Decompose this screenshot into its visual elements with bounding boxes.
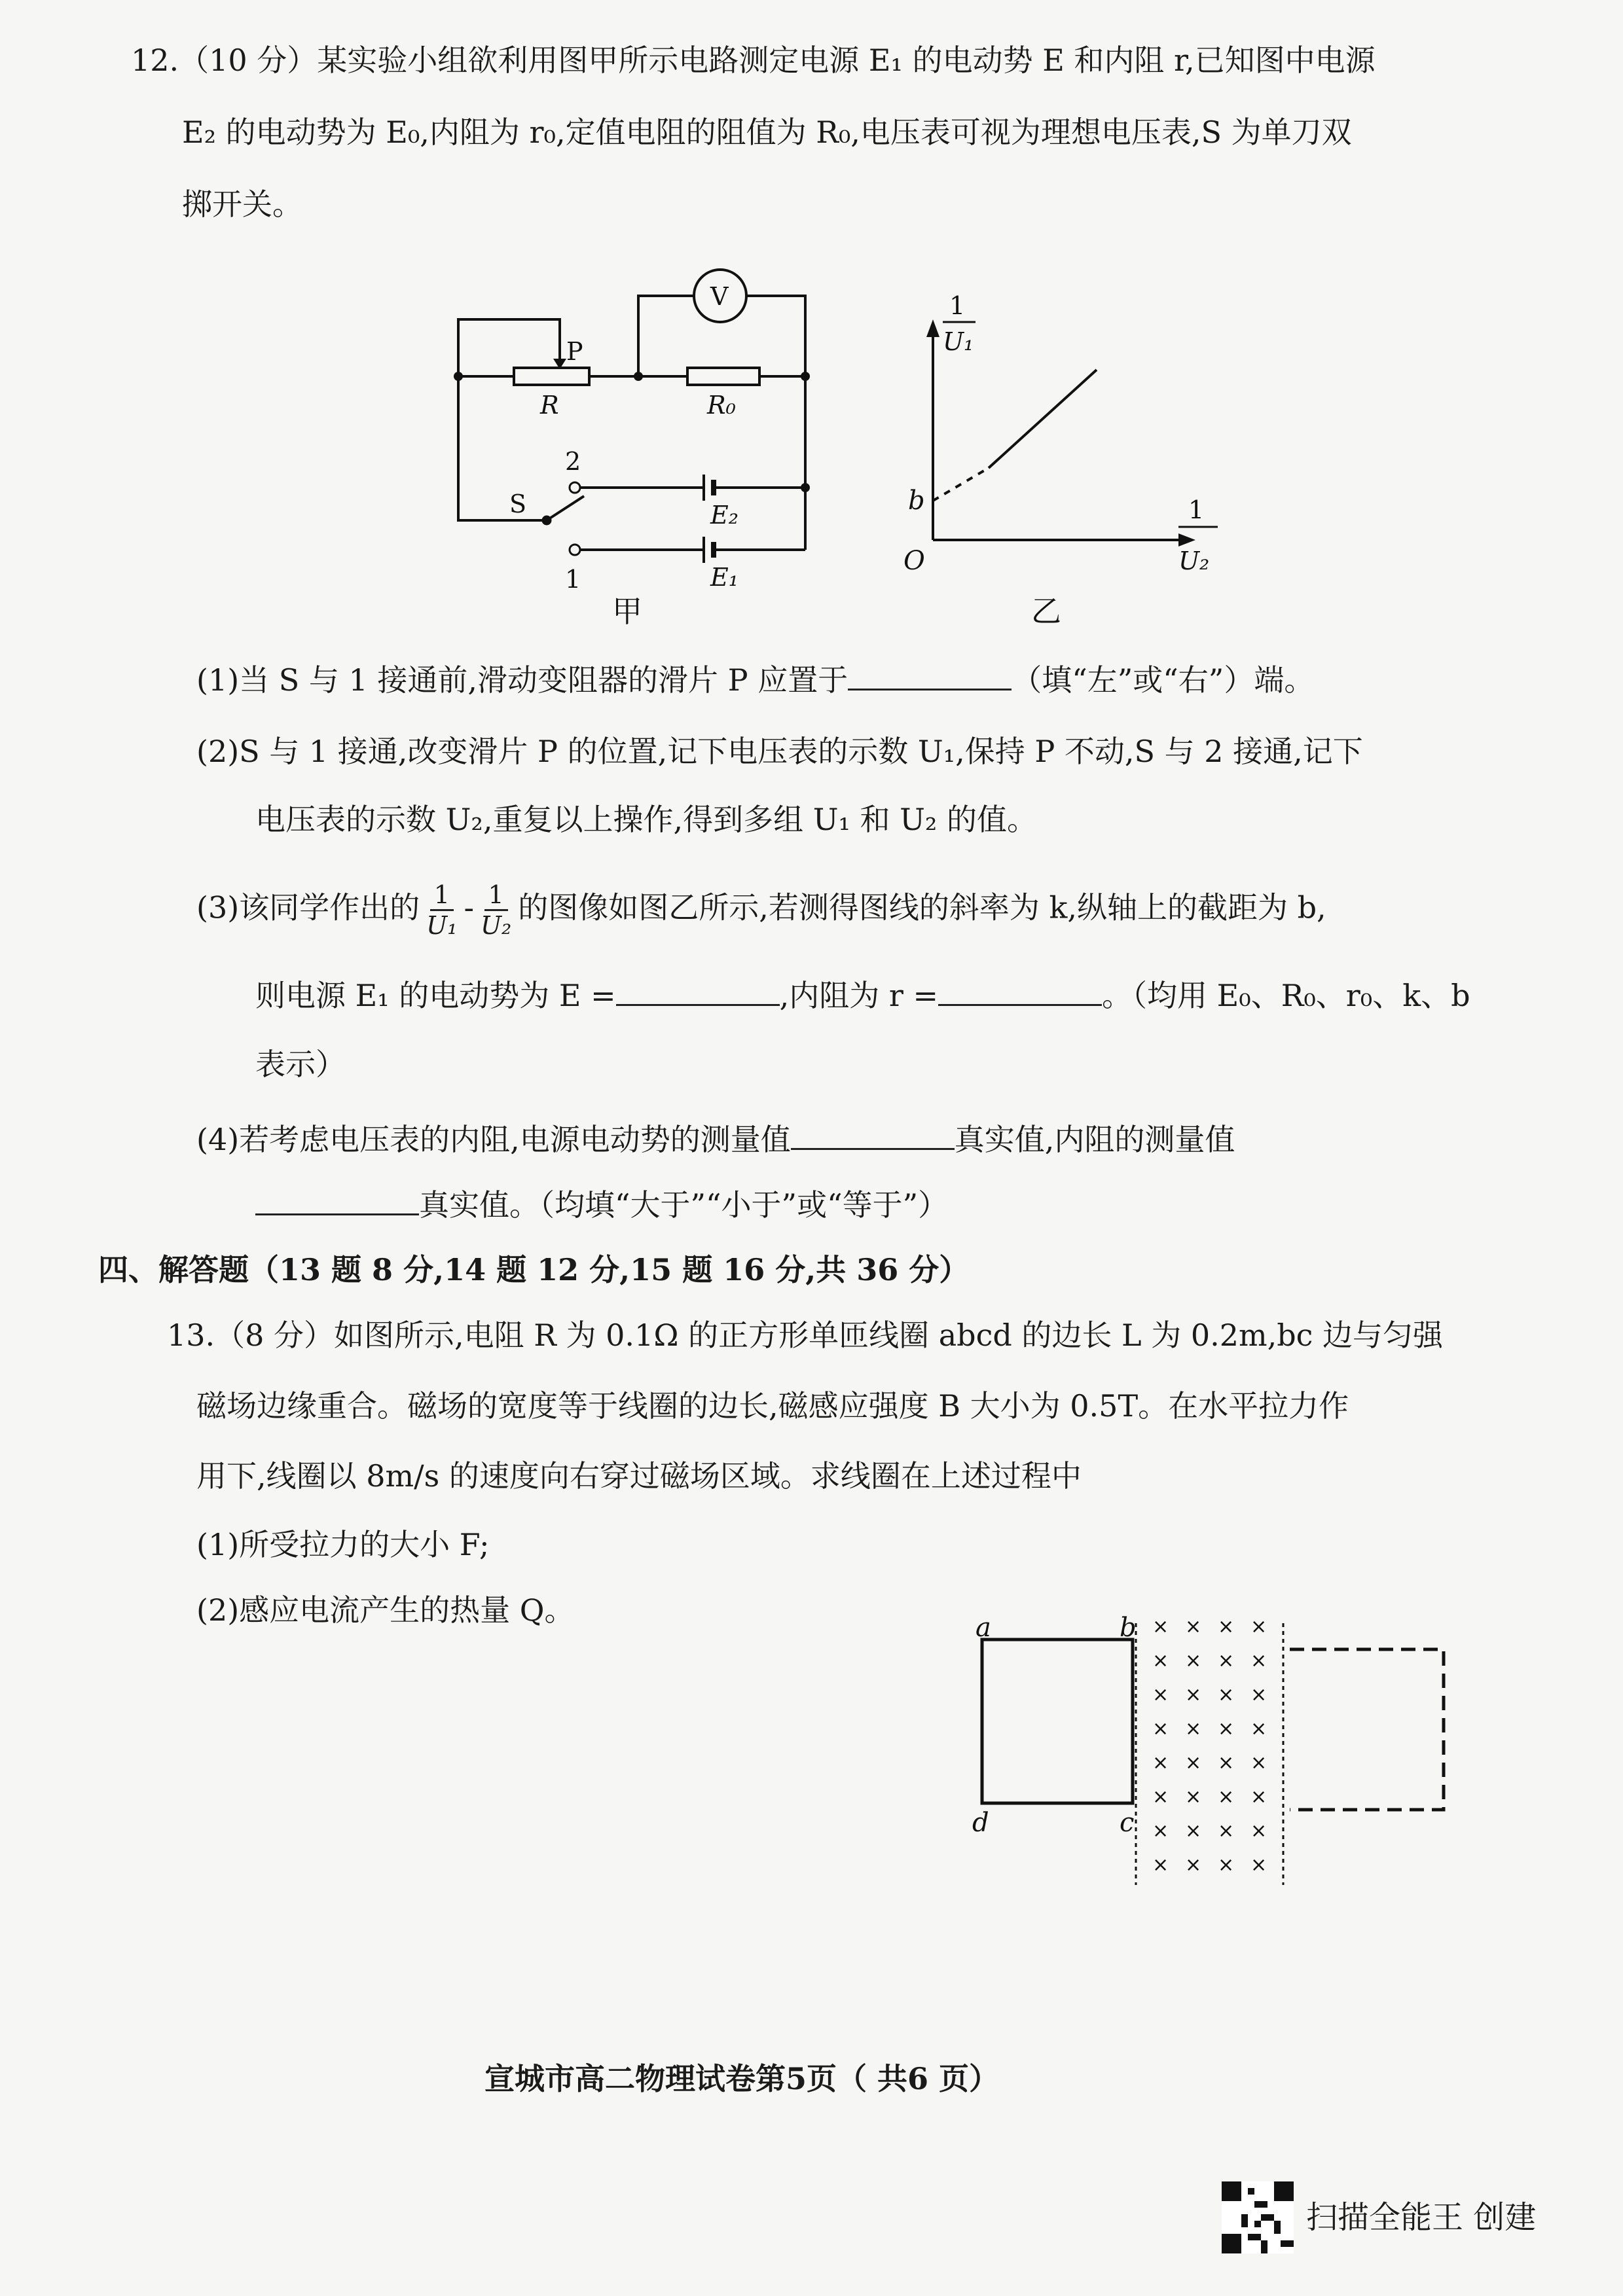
field-cross-icon: × [1218,1820,1235,1842]
q12-part4-line2 [255,1185,948,1225]
q12-part3-text: (3)该同学作出的 [196,889,420,925]
minus-sign: - [464,889,474,925]
fraction-1-over-u1: $\frac{1}{\text{U₁}}$ [426,880,458,940]
q12-part3-line2 [255,975,1470,1015]
fraction-1-over-u2: $\frac{1}{\text{U₂}}$ [480,880,512,940]
field-cross-icon: × [1185,1785,1202,1808]
field-cross-icon: × [1250,1751,1267,1774]
q12-part4-text: (4)若考虑电压表的内阻,电源电动势的测量值 [196,1122,791,1157]
terminal-1-label: 1 [565,565,581,594]
field-cross-icon: × [1152,1751,1169,1774]
page-footer: 宣城市高二物理试卷第5页（ 共6 页） [484,2061,1000,2096]
field-cross-icon: × [1185,1683,1202,1706]
field-cross-icon: × [1185,1751,1202,1774]
graph-yi [890,288,1231,641]
field-cross-icon: × [1185,1820,1202,1842]
q12-part2-line1: (2)S 与 1 接通,改变滑片 P 的位置,记下电压表的示数 U₁,保持 P 不动,S 与 2 接通,记下 [196,734,1363,769]
slider-label: P [566,337,583,366]
q13-part2: (2)感应电流产生的热量 Q。 [196,1592,575,1628]
magnetic-field-diagram [956,1597,1480,1898]
field-cross-icon: × [1250,1683,1267,1706]
field-cross-icon: × [1152,1820,1169,1842]
q13-line3: 用下,线圈以 8m/s 的速度向右穿过磁场区域。求线圈在上述过程中 [196,1458,1082,1494]
field-cross-icon: × [1250,1785,1267,1808]
corner-d-label: d [972,1808,989,1838]
field-cross-icon: × [1185,1854,1202,1876]
q12-line1: 12.（10 分）某实验小组欲利用图甲所示电路测定电源 E₁ 的电动势 E 和内阻 r,已知图中电源 [131,43,1376,78]
source-e1-label: E₁ [710,563,739,592]
y-axis-numerator: 1 [949,291,966,320]
field-cross-icon: × [1218,1717,1235,1740]
q12-part4-text3: 真实值。（均填“大于”“小于”或“等于”） [419,1187,949,1223]
q12-part1-text: (1)当 S 与 1 接通前,滑动变阻器的滑片 P 应置于 [196,662,848,698]
emf-prompt: 则电源 E₁ 的电动势为 E = [255,978,616,1013]
voltmeter-label: V [710,282,729,311]
q12-part1-suffix: （填“左”或“右”）端。 [1012,662,1315,698]
qr-code-icon [1222,2181,1294,2253]
figure-jia-caption: 甲 [612,594,642,628]
field-cross-icon: × [1152,1683,1169,1706]
field-cross-icon: × [1218,1751,1235,1774]
q12-part3-line1 [196,880,1326,940]
x-axis-numerator: 1 [1188,495,1205,524]
field-cross-icon: × [1152,1615,1169,1638]
origin-label: O [903,546,925,576]
corner-c-label: c [1120,1808,1135,1838]
resistor-r0-label: R₀ [707,391,736,420]
field-cross-icon: × [1250,1649,1267,1672]
field-cross-icon: × [1185,1615,1202,1638]
q13-line1: 13.（8 分）如图所示,电阻 R 为 0.1Ω 的正方形单匝线圈 abcd 的边长 L 为 0.2m,bc 边与匀强 [167,1318,1444,1353]
field-cross-icon: × [1152,1717,1169,1740]
field-cross-icon: × [1250,1717,1267,1740]
field-cross-icon: × [1218,1649,1235,1672]
field-cross-icon: × [1152,1649,1169,1672]
source-e2-label: E₂ [710,501,739,529]
q12-part4-text2: 真实值,内阻的测量值 [954,1122,1235,1157]
q12-part4-line1 [196,1119,1235,1159]
field-cross-icon: × [1152,1854,1169,1876]
answer-blank-p[interactable] [848,660,1012,691]
circuit-diagram-jia [445,262,838,628]
q12-part2-line2: 电压表的示数 U₂,重复以上操作,得到多组 U₁ 和 U₂ 的值。 [255,802,1037,837]
field-cross-icon: × [1250,1820,1267,1842]
corner-a-label: a [976,1613,991,1643]
resistance-prompt: ,内阻为 r = [779,978,939,1013]
section-4-heading: 四、解答题（13 题 8 分,14 题 12 分,15 题 16 分,共 36 分） [98,1252,970,1287]
field-cross-icon: × [1185,1649,1202,1672]
field-cross-icon: × [1218,1615,1235,1638]
q12-line3: 掷开关。 [182,187,302,222]
q12-part3-text2: 的图像如图乙所示,若测得图线的斜率为 k,纵轴上的截距为 b, [518,889,1326,925]
x-axis-denominator: U₂ [1178,547,1210,575]
q12-part3-line3: 表示） [255,1047,346,1082]
q13-line2: 磁场边缘重合。磁场的宽度等于线圈的边长,磁感应强度 B 大小为 0.5T。在水平拉力作 [196,1388,1349,1424]
field-cross-icon: × [1250,1854,1267,1876]
field-cross-icon: × [1218,1683,1235,1706]
terminal-2-label: 2 [565,447,581,476]
answer-blank-emf[interactable] [616,975,780,1006]
field-cross-icon: × [1218,1854,1235,1876]
switch-label: S [509,490,527,518]
scanner-watermark: 扫描全能王 创建 [1306,2199,1537,2236]
figure-yi-caption: 乙 [1031,594,1061,629]
y-axis-denominator: U₁ [943,327,974,356]
answer-blank-r[interactable] [938,975,1102,1006]
corner-b-label: b [1120,1613,1137,1643]
intercept-b-label: b [908,486,925,516]
q12-part1 [196,660,1314,700]
q12-part3-note: 。（均用 E₀、R₀、r₀、k、b [1102,978,1470,1013]
q13-part1: (1)所受拉力的大小 F; [196,1527,490,1562]
rheostat-label: R [540,391,559,420]
q12-line2: E₂ 的电动势为 E₀,内阻为 r₀,定值电阻的阻值为 R₀,电压表可视为理想电压表,S 为单刀双 [182,115,1352,150]
field-cross-icon: × [1218,1785,1235,1808]
answer-blank-emf-compare[interactable] [791,1119,955,1150]
field-cross-icon: × [1152,1785,1169,1808]
field-cross-icon: × [1250,1615,1267,1638]
field-cross-icon: × [1185,1717,1202,1740]
answer-blank-r-compare[interactable] [255,1185,419,1215]
